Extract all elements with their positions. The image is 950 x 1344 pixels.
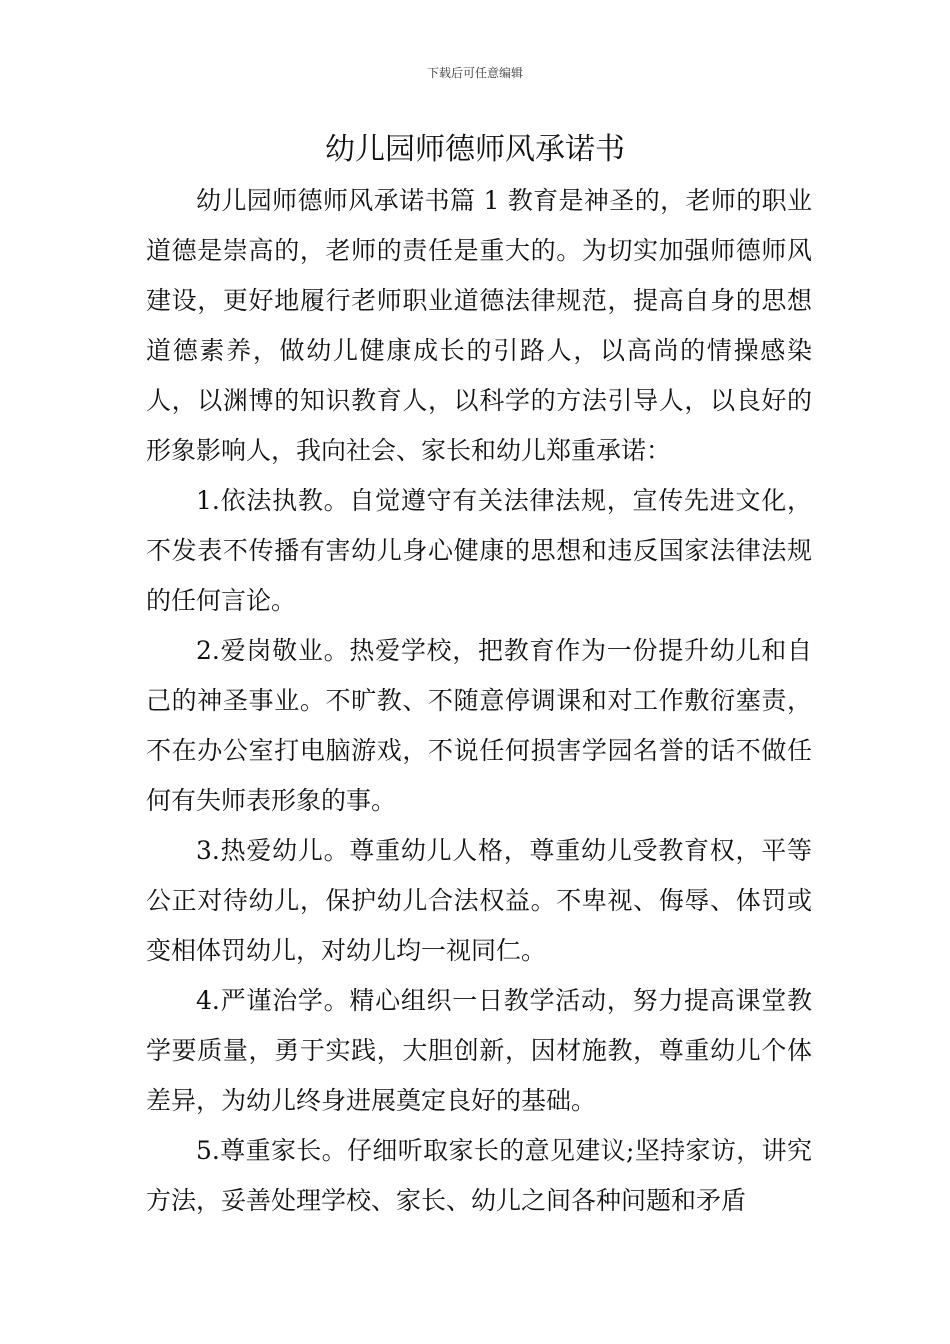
header-note: 下载后可任意编辑: [426, 66, 523, 80]
paragraph-intro: 幼儿园师德师风承诺书篇 1 教育是神圣的，老师的职业道德是崇高的，老师的责任是重大的。为切实加强师德师风建设，更好地履行老师职业道德法律规范，提高自身的思想道德素养，做幼儿健康成长的引路人，以高尚的情操感染人，以渊博的知识教育人，以科学的方法引导人，以良好的形象影响人，我向社会、家长和幼儿郑重承诺：: [146, 186, 812, 465]
paragraph-item-4: 4.严谨治学。精心组织一日教学活动，努力提高课堂教学要质量，勇于实践，大胆创新，因材施教，尊重幼儿个体差异，为幼儿终身进展奠定良好的基础。: [146, 986, 812, 1115]
document-title: 幼儿园师德师风承诺书: [325, 132, 625, 167]
paragraph-item-2: 2.爱岗敬业。热爱学校，把教育作为一份提升幼儿和自己的神圣事业。不旷教、不随意停调课和对工作敷衍塞责，不在办公室打电脑游戏，不说任何损害学园名誉的话不做任何有失师表形象的事。: [146, 636, 812, 815]
paragraph-item-5: 5.尊重家长。仔细听取家长的意见建议;坚持家访，讲究方法，妥善处理学校、家长、幼儿之间各种问题和矛盾: [146, 1136, 812, 1215]
paragraph-item-1: 1.依法执教。自觉遵守有关法律法规，宣传先进文化，不发表不传播有害幼儿身心健康的思想和违反国家法律法规的任何言论。: [146, 486, 812, 615]
document-body: [146, 176, 812, 1226]
paragraph-item-3: 3.热爱幼儿。尊重幼儿人格，尊重幼儿受教育权，平等公正对待幼儿，保护幼儿合法权益。不卑视、侮辱、体罚或变相体罚幼儿，对幼儿均一视同仁。: [146, 836, 812, 965]
